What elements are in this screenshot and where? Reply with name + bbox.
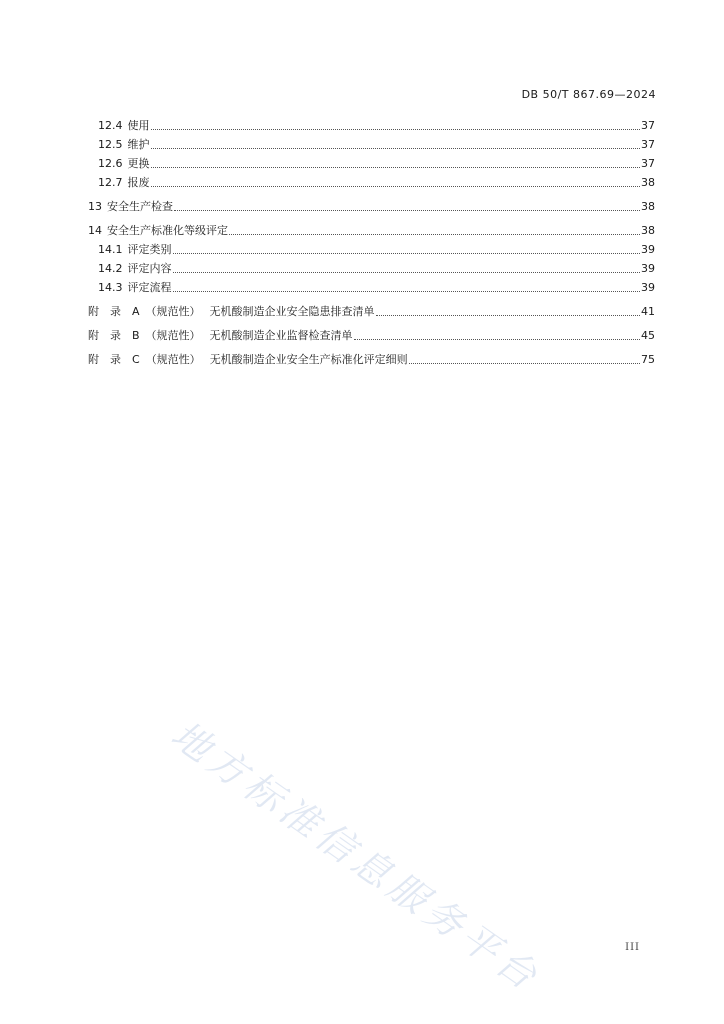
document-code: DB 50/T 867.69—2024 <box>521 88 656 101</box>
toc-entry-page: 39 <box>641 243 655 256</box>
toc-entry-page: 38 <box>641 176 655 189</box>
toc-entry-page: 37 <box>641 138 655 151</box>
toc-entry-page: 41 <box>641 305 655 318</box>
toc-entry-number: 14.2 <box>98 262 123 275</box>
toc-entry-title: 无机酸制造企业安全隐患排查清单 <box>209 305 375 318</box>
appendix-letter: B <box>132 329 140 342</box>
toc-entry-number: 附录 <box>88 353 132 366</box>
toc-entry-page: 39 <box>641 262 655 275</box>
toc-leader-dots <box>173 290 641 292</box>
toc-entry[interactable] <box>88 157 655 170</box>
toc-entry-number: 14.3 <box>98 281 123 294</box>
toc-entry-title: 无机酸制造企业监督检查清单 <box>209 329 353 342</box>
toc-leader-dots <box>151 128 641 130</box>
toc-entry-number: 12.4 <box>98 119 123 132</box>
appendix-letter: A <box>132 305 140 318</box>
toc-entry[interactable] <box>88 243 655 256</box>
toc-leader-dots <box>354 338 640 340</box>
toc-entry[interactable] <box>88 353 655 366</box>
toc-entry-title: 安全生产检查 <box>107 200 173 213</box>
toc-entry-page: 75 <box>641 353 655 366</box>
toc-entry-page: 39 <box>641 281 655 294</box>
toc-entry-number: 12.6 <box>98 157 123 170</box>
toc-entry-page: 45 <box>641 329 655 342</box>
toc-entry[interactable] <box>88 329 655 342</box>
toc-entry[interactable] <box>88 281 655 294</box>
toc-entry[interactable] <box>88 305 655 318</box>
toc-leader-dots <box>151 185 641 187</box>
page-number: III <box>625 942 640 953</box>
toc-leader-dots <box>151 147 641 149</box>
toc-leader-dots <box>151 166 641 168</box>
toc-entry[interactable] <box>88 224 655 237</box>
toc-entry-number: 14 <box>88 224 102 237</box>
toc-entry-number: 14.1 <box>98 243 123 256</box>
toc-entry-title: 无机酸制造企业安全生产标准化评定细则 <box>209 353 408 366</box>
toc-entry-title: 使用 <box>127 119 150 132</box>
toc-entry-page: 38 <box>641 200 655 213</box>
toc-entry-page: 37 <box>641 157 655 170</box>
toc-entry[interactable] <box>88 200 655 213</box>
toc-entry-number: 13 <box>88 200 102 213</box>
toc-entry-page: 38 <box>641 224 655 237</box>
toc-entry-number: 12.7 <box>98 176 123 189</box>
toc-entry-title: 安全生产标准化等级评定 <box>107 224 228 237</box>
toc-entry-title: 报废 <box>127 176 150 189</box>
table-of-contents <box>88 119 655 366</box>
toc-entry[interactable] <box>88 262 655 275</box>
toc-entry[interactable] <box>88 138 655 151</box>
toc-leader-dots <box>174 209 640 211</box>
toc-entry-title: 评定内容 <box>127 262 172 275</box>
toc-entry-page: 37 <box>641 119 655 132</box>
toc-entry-title: 评定流程 <box>127 281 172 294</box>
appendix-type: （规范性） <box>145 353 201 366</box>
toc-entry-number: 12.5 <box>98 138 123 151</box>
appendix-type: （规范性） <box>145 305 201 318</box>
toc-entry-title: 更换 <box>127 157 150 170</box>
toc-leader-dots <box>229 233 640 235</box>
toc-entry-number: 附录 <box>88 329 132 342</box>
appendix-letter: C <box>132 353 140 366</box>
toc-entry[interactable] <box>88 176 655 189</box>
toc-leader-dots <box>409 362 640 364</box>
toc-entry-number: 附录 <box>88 305 132 318</box>
toc-leader-dots <box>376 314 640 316</box>
toc-leader-dots <box>173 252 641 254</box>
watermark: 地方标准信息服务平台 <box>163 712 550 1001</box>
toc-leader-dots <box>173 271 641 273</box>
toc-entry-title: 评定类别 <box>127 243 172 256</box>
toc-entry-title: 维护 <box>127 138 150 151</box>
toc-entry[interactable] <box>88 119 655 132</box>
appendix-type: （规范性） <box>145 329 201 342</box>
